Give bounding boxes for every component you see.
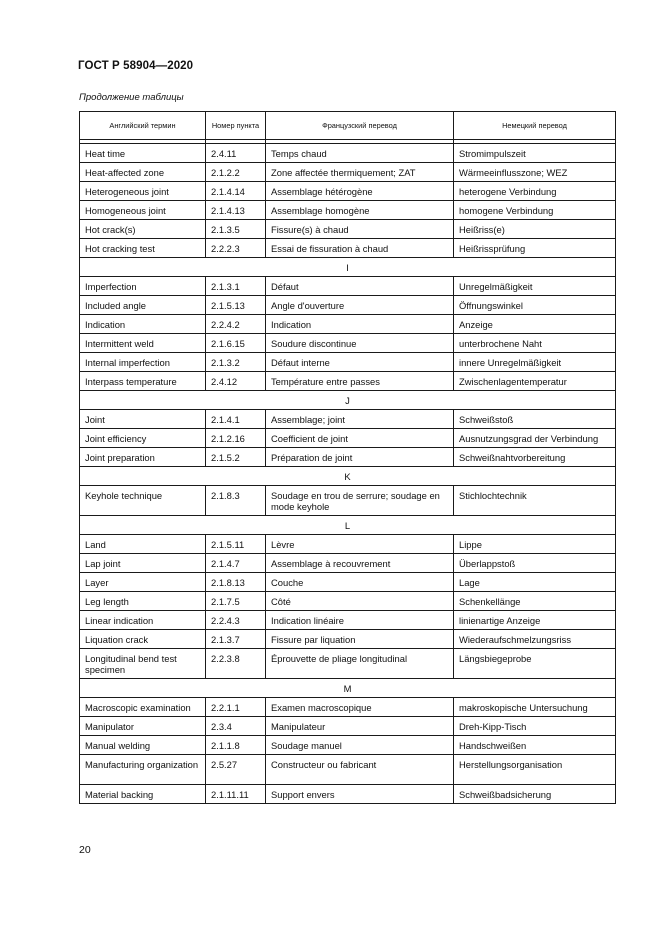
french-translation-cell: Manipulateur [266,717,454,736]
german-translation-cell: Schweißbadsicherung [454,785,616,804]
german-translation-cell: Dreh-Kipp-Tisch [454,717,616,736]
terms-table [79,111,616,804]
german-translation-cell: Herstellungsorganisation [454,755,616,785]
table-row [80,649,616,679]
clause-number-cell: 2.4.11 [206,144,266,163]
clause-number-cell: 2.2.2.3 [206,239,266,258]
german-translation-cell: Öffnungswinkel [454,296,616,315]
clause-number-cell: 2.1.4.13 [206,201,266,220]
english-term-cell: Manipulator [80,717,206,736]
french-translation-cell: Soudage en trou de serrure; soudage en mode keyhole [266,486,454,516]
table-row [80,486,616,516]
table-row [80,201,616,220]
french-translation-cell: Indication linéaire [266,611,454,630]
german-translation-cell: innere Unregelmäßigkeit [454,353,616,372]
clause-number-cell: 2.1.2.16 [206,429,266,448]
table-body [80,144,616,804]
english-term-cell: Leg length [80,592,206,611]
clause-number-cell: 2.1.8.13 [206,573,266,592]
french-translation-cell: Assemblage hétérogène [266,182,454,201]
french-translation-cell: Défaut interne [266,353,454,372]
document-code: ГОСТ Р 58904—2020 [78,60,194,72]
english-term-cell: Included angle [80,296,206,315]
french-translation-cell: Coefficient de joint [266,429,454,448]
table-row [80,630,616,649]
table-row [80,144,616,163]
english-term-cell: Longitudinal bend test specimen [80,649,206,679]
clause-number-cell: 2.1.11.11 [206,785,266,804]
english-term-cell: Manual welding [80,736,206,755]
french-translation-cell: Zone affectée thermiquement; ZAT [266,163,454,182]
german-translation-cell: Stichlochtechnik [454,486,616,516]
column-header-german: Немецкий перевод [454,112,616,140]
french-translation-cell: Température entre passes [266,372,454,391]
section-letter: J [80,391,616,410]
german-translation-cell: Heißrissprüfung [454,239,616,258]
table-row [80,220,616,239]
clause-number-cell: 2.1.6.15 [206,334,266,353]
german-translation-cell: heterogene Verbindung [454,182,616,201]
french-translation-cell: Support envers [266,785,454,804]
english-term-cell: Homogeneous joint [80,201,206,220]
german-translation-cell: Handschweißen [454,736,616,755]
french-translation-cell: Indication [266,315,454,334]
letter-section-row [80,391,616,410]
clause-number-cell: 2.1.4.14 [206,182,266,201]
french-translation-cell: Couche [266,573,454,592]
section-letter: M [80,679,616,698]
english-term-cell: Joint [80,410,206,429]
table-row [80,785,616,804]
table-row [80,535,616,554]
clause-number-cell: 2.4.12 [206,372,266,391]
page-number: 20 [79,844,91,856]
clause-number-cell: 2.3.4 [206,717,266,736]
table-row [80,611,616,630]
english-term-cell: Imperfection [80,277,206,296]
letter-section-row [80,516,616,535]
german-translation-cell: Anzeige [454,315,616,334]
table-row [80,315,616,334]
clause-number-cell: 2.1.3.1 [206,277,266,296]
french-translation-cell: Angle d'ouverture [266,296,454,315]
english-term-cell: Joint preparation [80,448,206,467]
german-translation-cell: Lage [454,573,616,592]
clause-number-cell: 2.1.7.5 [206,592,266,611]
french-translation-cell: Éprouvette de pliage longitudinal [266,649,454,679]
table-row [80,429,616,448]
table-row [80,296,616,315]
german-translation-cell: linienartige Anzeige [454,611,616,630]
english-term-cell: Indication [80,315,206,334]
french-translation-cell: Temps chaud [266,144,454,163]
table-row [80,448,616,467]
table-row [80,717,616,736]
clause-number-cell: 2.1.5.11 [206,535,266,554]
clause-number-cell: 2.1.3.2 [206,353,266,372]
german-translation-cell: Längsbiegeprobe [454,649,616,679]
english-term-cell: Layer [80,573,206,592]
table-row [80,372,616,391]
english-term-cell: Linear indication [80,611,206,630]
clause-number-cell: 2.1.2.2 [206,163,266,182]
french-translation-cell: Lèvre [266,535,454,554]
german-translation-cell: Heißriss(e) [454,220,616,239]
german-translation-cell: makroskopische Untersuchung [454,698,616,717]
clause-number-cell: 2.1.3.5 [206,220,266,239]
table-row [80,698,616,717]
german-translation-cell: homogene Verbindung [454,201,616,220]
clause-number-cell: 2.1.4.7 [206,554,266,573]
english-term-cell: Macroscopic examination [80,698,206,717]
clause-number-cell: 2.1.1.8 [206,736,266,755]
section-letter: K [80,467,616,486]
column-header-french: Французский перевод [266,112,454,140]
german-translation-cell: Zwischenlagentemperatur [454,372,616,391]
section-letter: I [80,258,616,277]
table-row [80,410,616,429]
french-translation-cell: Côté [266,592,454,611]
french-translation-cell: Examen macroscopique [266,698,454,717]
letter-section-row [80,679,616,698]
table-row [80,239,616,258]
german-translation-cell: Überlappstoß [454,554,616,573]
clause-number-cell: 2.1.5.13 [206,296,266,315]
table-row [80,353,616,372]
german-translation-cell: Lippe [454,535,616,554]
german-translation-cell: Unregelmäßigkeit [454,277,616,296]
clause-number-cell: 2.2.4.3 [206,611,266,630]
french-translation-cell: Assemblage; joint [266,410,454,429]
german-translation-cell: unterbrochene Naht [454,334,616,353]
french-translation-cell: Défaut [266,277,454,296]
french-translation-cell: Soudure discontinue [266,334,454,353]
table-caption: Продолжение таблицы [79,92,184,103]
french-translation-cell: Soudage manuel [266,736,454,755]
english-term-cell: Heterogeneous joint [80,182,206,201]
letter-section-row [80,258,616,277]
clause-number-cell: 2.2.4.2 [206,315,266,334]
table-row [80,755,616,785]
clause-number-cell: 2.2.3.8 [206,649,266,679]
german-translation-cell: Wiederaufschmelzungsriss [454,630,616,649]
english-term-cell: Hot cracking test [80,239,206,258]
clause-number-cell: 2.1.5.2 [206,448,266,467]
english-term-cell: Hot crack(s) [80,220,206,239]
german-translation-cell: Stromimpulszeit [454,144,616,163]
clause-number-cell: 2.1.3.7 [206,630,266,649]
english-term-cell: Land [80,535,206,554]
german-translation-cell: Wärmeeinflusszone; WEZ [454,163,616,182]
clause-number-cell: 2.2.1.1 [206,698,266,717]
german-translation-cell: Schenkellänge [454,592,616,611]
clause-number-cell: 2.1.4.1 [206,410,266,429]
table-row [80,736,616,755]
english-term-cell: Liquation crack [80,630,206,649]
table-row [80,334,616,353]
english-term-cell: Intermittent weld [80,334,206,353]
french-translation-cell: Essai de fissuration à chaud [266,239,454,258]
table-row [80,573,616,592]
french-translation-cell: Assemblage homogène [266,201,454,220]
table-row [80,592,616,611]
table-row [80,554,616,573]
column-header-english: Английский термин [80,112,206,140]
french-translation-cell: Constructeur ou fabricant [266,755,454,785]
letter-section-row [80,467,616,486]
table-row [80,163,616,182]
french-translation-cell: Fissure(s) à chaud [266,220,454,239]
english-term-cell: Joint efficiency [80,429,206,448]
english-term-cell: Lap joint [80,554,206,573]
english-term-cell: Material backing [80,785,206,804]
english-term-cell: Internal imperfection [80,353,206,372]
clause-number-cell: 2.1.8.3 [206,486,266,516]
french-translation-cell: Fissure par liquation [266,630,454,649]
english-term-cell: Keyhole technique [80,486,206,516]
table-row [80,182,616,201]
english-term-cell: Interpass temperature [80,372,206,391]
column-header-number: Номер пункта [206,112,266,140]
english-term-cell: Manufacturing organization [80,755,206,785]
german-translation-cell: Ausnutzungsgrad der Verbindung [454,429,616,448]
table-row [80,277,616,296]
german-translation-cell: Schweißnahtvorbereitung [454,448,616,467]
english-term-cell: Heat-affected zone [80,163,206,182]
clause-number-cell: 2.5.27 [206,755,266,785]
english-term-cell: Heat time [80,144,206,163]
french-translation-cell: Préparation de joint [266,448,454,467]
section-letter: L [80,516,616,535]
german-translation-cell: Schweißstoß [454,410,616,429]
french-translation-cell: Assemblage à recouvrement [266,554,454,573]
